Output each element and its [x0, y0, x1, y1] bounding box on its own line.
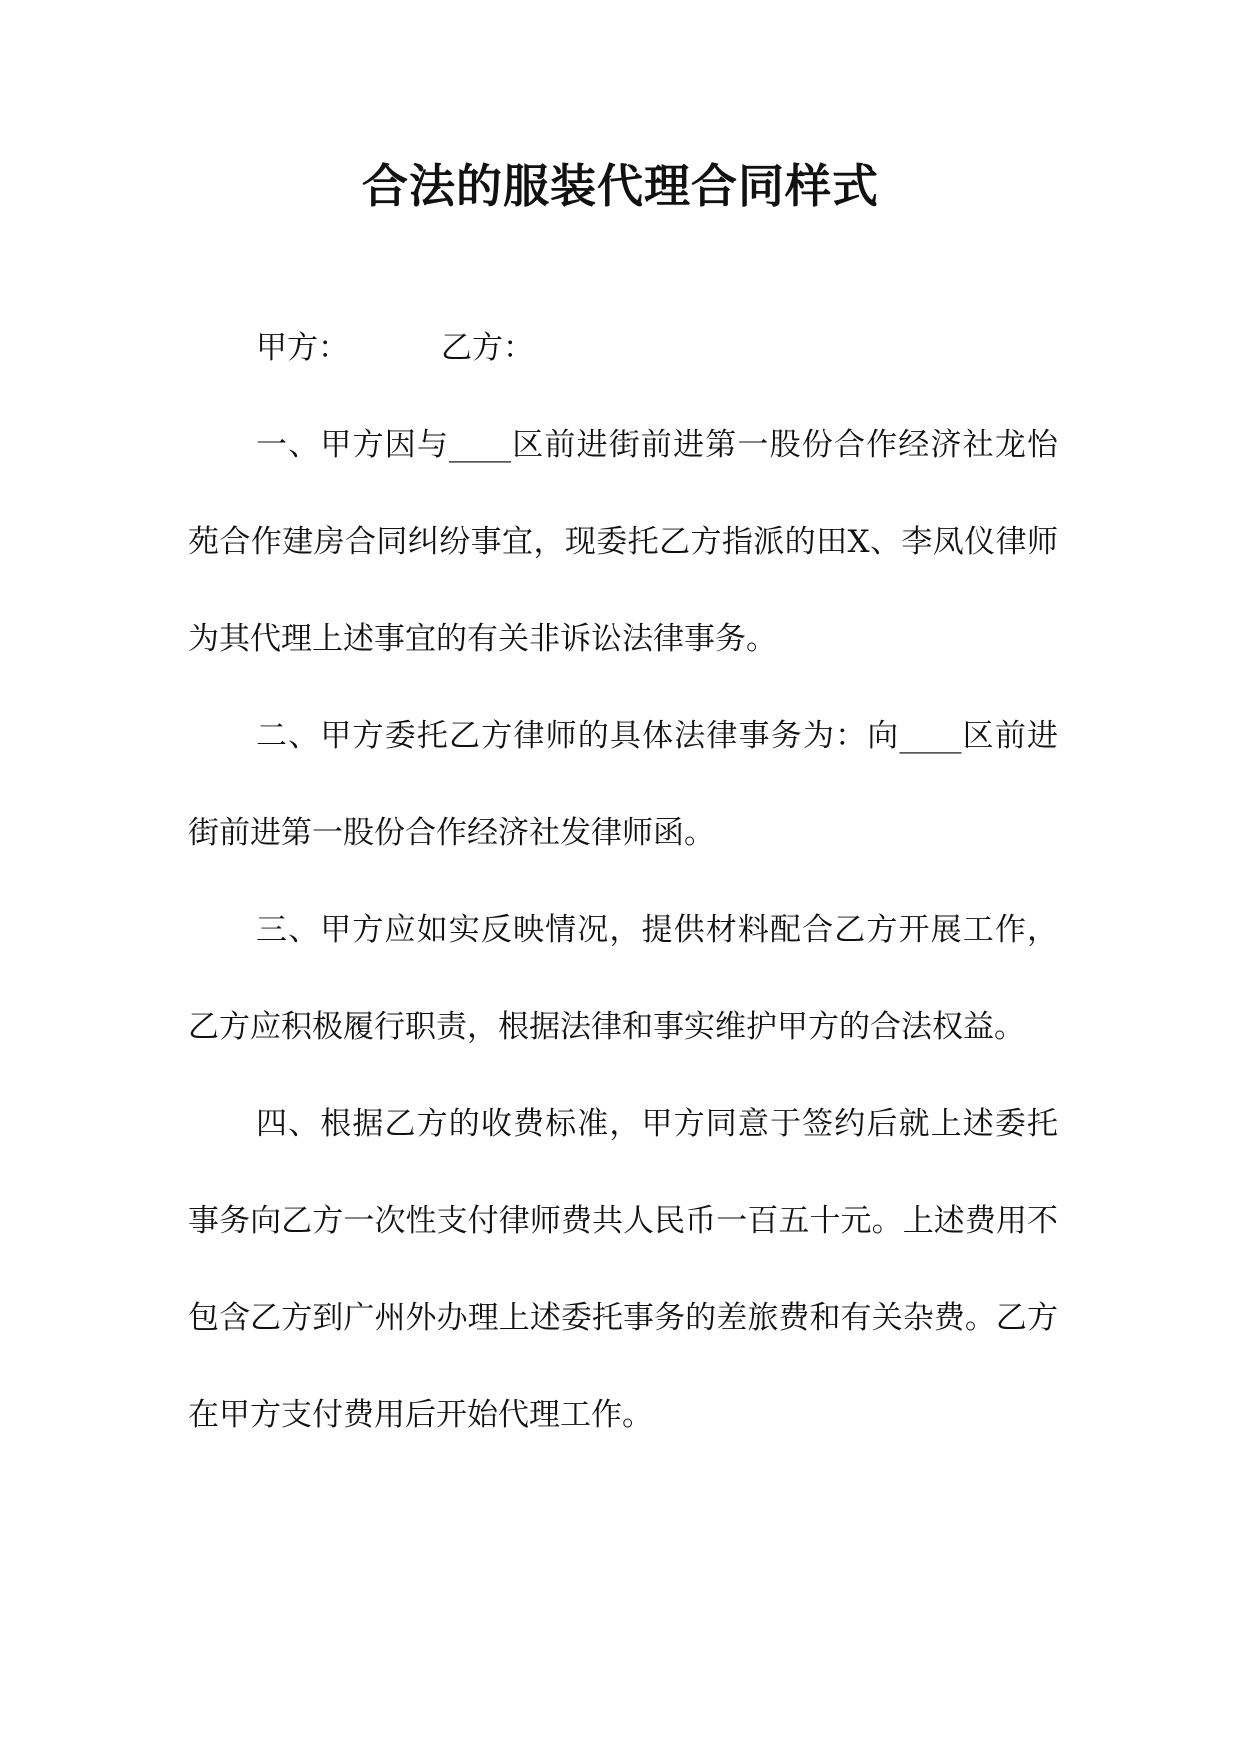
clause-2: 二、甲方委托乙方律师的具体法律事务为：向____区前进街前进第一股份合作经济社发律师函。: [188, 718, 1058, 851]
parties-line: [188, 300, 1058, 397]
page-title: 合法的服装代理合同样式: [362, 159, 879, 213]
party-a-label: 甲方：: [256, 330, 349, 366]
clause-3: 三、甲方应如实反映情况，提供材料配合乙方开展工作，乙方应积极履行职责，根据法律和事实维护甲方的合法权益。: [188, 912, 1058, 1045]
clause-1: 一、甲方因与____区前进街前进第一股份合作经济社龙怡苑合作建房合同纠纷事宜，现委托乙方指派的田X、李凤仪律师为其代理上述事宜的有关非诉讼法律事务。: [188, 427, 1058, 657]
clause-4: 四、根据乙方的收费标准，甲方同意于签约后就上述委托事务向乙方一次性支付律师费共人民币一百五十元。上述费用不包含乙方到广州外办理上述委托事务的差旅费和有关杂费。乙方在甲方支付费用后开始代理工作。: [188, 1106, 1058, 1433]
document-body: [188, 300, 1058, 1464]
party-b-label: 乙方：: [441, 330, 534, 366]
